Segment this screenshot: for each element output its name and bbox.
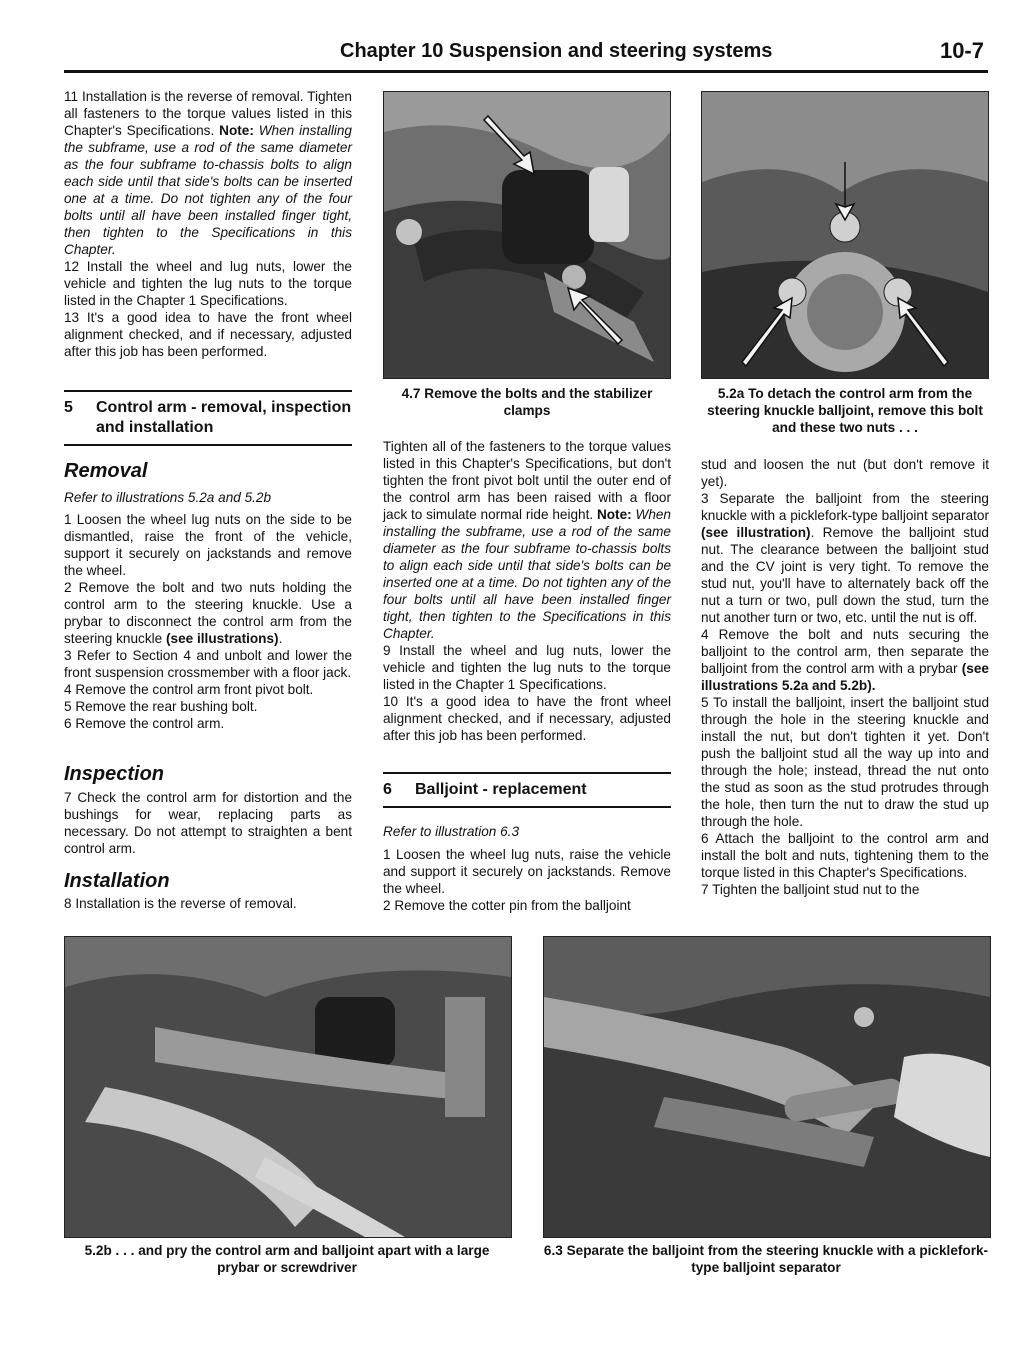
removal-step-1: 1 Loosen the wheel lug nuts on the side to be dismantled, raise the front of the vehicle, support it securely on jackstands and remove the wheel. [64, 512, 352, 578]
balljoint-step-1: 1 Loosen the wheel lug nuts, raise the vehicle and support it securely on jackstands. Remove the wheel. [383, 847, 671, 896]
photo-6-3 [543, 936, 991, 1238]
section-6-heading: 6 Balljoint - replacement [383, 781, 587, 798]
section-rule [64, 390, 352, 392]
page-number: 10-7 [939, 38, 984, 63]
header-rule [64, 70, 988, 73]
removal-step-2: 2 Remove the bolt and two nuts holding the control arm to the steering knuckle. Use a prybar to disconnect the control arm from the steering knuckle (see illustrations). [64, 580, 352, 646]
inspection-heading: Inspection [64, 763, 165, 785]
section-rule [383, 806, 671, 808]
photo-5-2b [64, 936, 512, 1238]
tighten-paragraph: Tighten all of the fasteners to the torque values listed in this Chapter's Specifications, but don't tighten the front pivot bolt until the outer end of the control arm has been raised with a floor jack to simulate normal ride height. Note: When installing the subframe, use a rod of the same diameter as the four subframe to-chassis bolts to align each side until that side's bolts can be inserted one at a time. Do not tighten any of the four bolts until all have been installed finger tight, then tighten to the Specifications in this Chapter. [383, 439, 671, 641]
balljoint-step-3: 3 Separate the balljoint from the steering knuckle with a picklefork-type balljoint separator (see illustration). Remove the balljoint stud nut. The clearance between the balljoint stud and the CV joint is very tight. To remove the stud nut, you'll have to alternately back off the nut a turn or two, pull down the stud, turn the nut another turn or two, etc. until the nut is off. [701, 491, 989, 625]
removal-step-4: 4 Remove the control arm front pivot bolt. [64, 682, 314, 697]
step-9: 9 Install the wheel and lug nuts, lower the vehicle and tighten the lug nuts to the torque listed in the Chapter 1 Specifications. [383, 643, 671, 692]
inspection-step-7: 7 Check the control arm for distortion and the bushings for wear, replacing parts as necessary. Do not attempt to straighten a bent control arm. [64, 790, 352, 856]
removal-step-3: 3 Refer to Section 4 and unbolt and lower the front suspension crossmember with a floor jack. [64, 648, 352, 680]
caption-6-3: 6.3 Separate the balljoint from the steering knuckle with a picklefork-type balljoint separator [543, 1243, 989, 1275]
chapter-title: Chapter 10 Suspension and steering systems [340, 40, 773, 62]
removal-step-5: 5 Remove the rear bushing bolt. [64, 699, 258, 714]
caption-5-2a: 5.2a To detach the control arm from the steering knuckle balljoint, remove this bolt and these two nuts . . . [707, 386, 983, 435]
section-5-heading: 5 Control arm - removal, inspection and installation [64, 399, 352, 436]
caption-4-7: 4.7 Remove the bolts and the stabilizer clamps [401, 386, 653, 418]
step-12: 12 Install the wheel and lug nuts, lower the vehicle and tighten the lug nuts to the torque listed in the Chapter 1 Specifications. [64, 259, 352, 308]
step-13: 13 It's a good idea to have the front wheel alignment checked, and if necessary, adjusted after this job has been performed. [64, 310, 352, 359]
photo-5-2a [701, 91, 989, 379]
installation-heading: Installation [64, 870, 170, 892]
removal-step-6: 6 Remove the control arm. [64, 716, 225, 731]
balljoint-step-5: 5 To install the balljoint, insert the balljoint stud through the hole in the steering knuckle and install the nut, but don't tighten it yet. Don't push the balljoint stud all the way up into and through the hole; instead, thread the nut onto the stud as soon as the stud protrudes through the hole, then turn the nut to draw the stud up through the hole. [701, 695, 989, 829]
col3-text [701, 456, 989, 898]
step-10: 10 It's a good idea to have the front wheel alignment checked, and if necessary, adjusted after this job has been performed. [383, 694, 671, 743]
installation-text [64, 895, 352, 912]
balljoint-steps [383, 846, 671, 914]
col2-text [383, 438, 671, 744]
section-rule [383, 772, 671, 774]
caption-5-2b: 5.2b . . . and pry the control arm and balljoint apart with a large prybar or screwdriver [84, 1243, 490, 1275]
removal-heading: Removal [64, 460, 148, 482]
inspection-text [64, 789, 352, 857]
removal-refer: Refer to illustrations 5.2a and 5.2b [64, 490, 272, 505]
balljoint-refer: Refer to illustration 6.3 [383, 824, 520, 839]
balljoint-step-2: 2 Remove the cotter pin from the balljoint [383, 898, 631, 913]
balljoint-step-4: 4 Remove the bolt and nuts securing the balljoint to the control arm, then separate the balljoint from the control arm with a prybar (see illustrations 5.2a and 5.2b). [701, 627, 989, 693]
continued-paragraph: stud and loosen the nut (but don't remove it yet). [701, 457, 989, 489]
balljoint-step-6: 6 Attach the balljoint to the control arm and install the bolt and nuts, tightening them to the torque listed in this Chapter's Specifications. [701, 831, 989, 880]
photo-4-7 [383, 91, 671, 379]
removal-steps [64, 511, 352, 732]
col1-top-text [64, 88, 352, 360]
section-rule [64, 444, 352, 446]
installation-step-8: 8 Installation is the reverse of removal. [64, 896, 297, 911]
step-11: 11 Installation is the reverse of removal. Tighten all fasteners to the torque values listed in this Chapter's Specifications. Note: When installing the subframe, use a rod of the same diameter as the four subframe to-chassis bolts to align each side until that side's bolts can be inserted one at a time. Do not tighten any of the four bolts until all have been installed finger tight, then tighten to the Specifications in this Chapter. [64, 89, 352, 257]
balljoint-step-7: 7 Tighten the balljoint stud nut to the [701, 882, 920, 897]
